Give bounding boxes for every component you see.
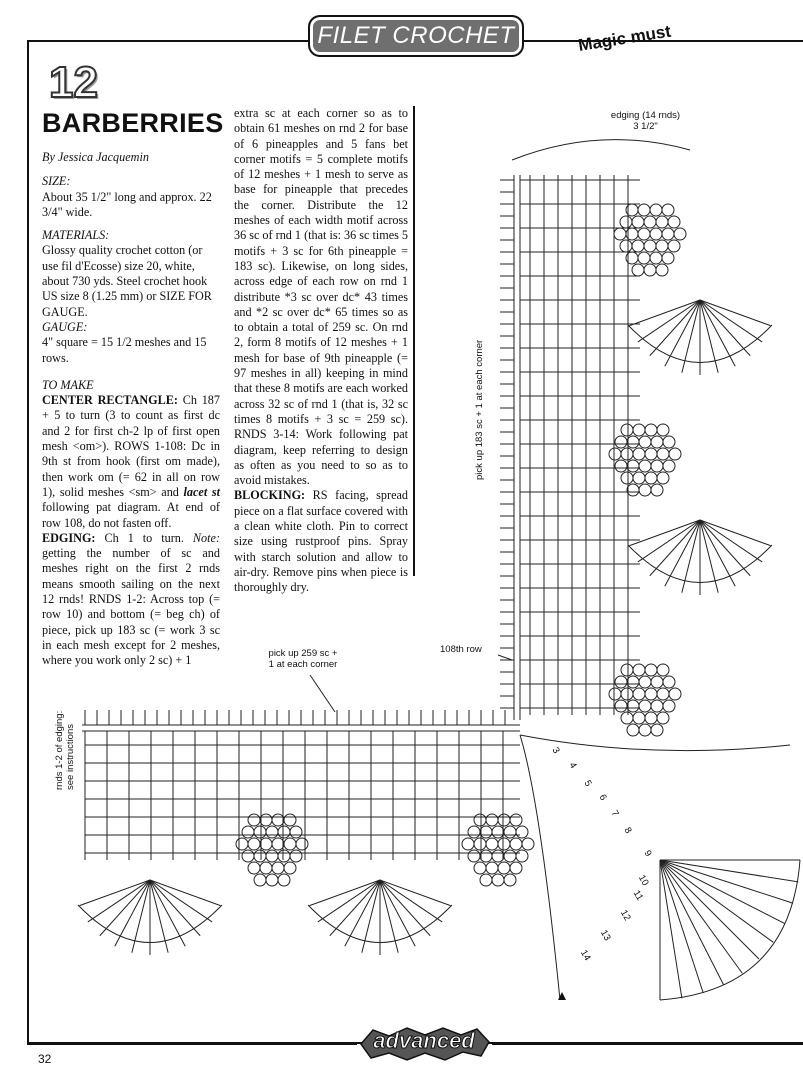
footer-rule-right — [492, 1043, 803, 1045]
row-108-label: 108th row — [440, 644, 482, 655]
edging-continued-text: extra sc at each corner so as to obtain 61 meshes on rnd 2 for base of 6 pineapples and 5 fans bet corner motifs = 5 complete motifs of 12 meshes + 1 mesh to serve as base for pineapple that precedes the corner. Distribute the 12 meshes of each width motif across 36 sc of rnd 1 (that is: 36 sc times 5 motifs + 3 sc for 6th pineapple = 183 sc). Likewise, on long sides, across edge of each row on rnd 1 distribute *3 sc over dc* 43 times and *2 sc over dc* 65 times so as to obtain a total of 259 sc. On rnd 2, form 8 motifs of 12 meshes + 1 mesh for base of 9th pineapple (= 97 meshes in all) keeping in mind that these 8 motifs are each worked across 32 sc of rnd 1 (that is, 32 sc times 8 motifs + 3 sc = 259 sc). RNDS 3-14: Work following pat diagram, keep referring to design as often as you need to so as to avoid mistakes. — [234, 106, 408, 488]
edging-text-part-2: getting the number of sc and meshes right on the first 2 rnds means smooth sailing on the next 12 rnds! RNDS 1-2: Across top (= row 10) and bottom (= beg ch) of piece, pick up 183 sc (= work 3 sc in each mesh except for 2 meshes, where you work only 2 sc) + 1 — [42, 546, 220, 668]
byline: By Jessica Jacquemin — [42, 150, 149, 164]
edging-label-text: edging (14 rnds) — [610, 110, 681, 121]
round-number: 5 — [581, 778, 594, 789]
pattern-number: 12 — [49, 58, 98, 107]
pickup-259-line2: 1 at each corner — [268, 659, 338, 670]
round-number: 6 — [596, 792, 609, 803]
blocking-heading: BLOCKING: — [234, 488, 306, 503]
round-number: 8 — [621, 825, 634, 836]
pickup-183-label: pick up 183 sc + 1 at each corner — [474, 339, 485, 480]
materials-text: Glossy quality crochet cotton (or use fil d'Ecosse) size 20, white, about 730 yds. Steel crochet hook US size 8 (1.25 mm) or SIZE FOR GAUGE. — [42, 243, 212, 319]
pickup-259-line1: pick up 259 sc + — [268, 648, 338, 659]
lacet-term: lacet st — [183, 484, 220, 499]
section-title: FILET CROCHET — [317, 22, 515, 49]
pattern-title: BARBERRIES — [42, 108, 224, 138]
center-rectangle-heading: CENTER RECTANGLE: — [42, 393, 178, 408]
edging-size: 3 1/2" — [633, 121, 658, 132]
round-number: 9 — [641, 848, 654, 859]
to-make-heading: TO MAKE — [42, 377, 94, 392]
round-number: 7 — [608, 808, 621, 819]
edging-label — [598, 110, 693, 132]
rnds-label-line1: rnds 1-2 of edging: — [54, 710, 65, 790]
round-number: 14 — [577, 948, 593, 963]
materials-heading: MATERIALS: — [42, 228, 110, 243]
edging-heading: EDGING: — [42, 530, 96, 545]
difficulty-badge — [355, 1026, 493, 1062]
center-text-part-2: following pat diagram. At end of row 108, do not fasten off. — [42, 500, 220, 530]
size-text: About 35 1/2" long and approx. 22 3/4" wide. — [42, 189, 212, 219]
round-number: 4 — [566, 760, 579, 771]
round-number: 10 — [635, 873, 651, 888]
pickup-259-label — [248, 648, 358, 670]
round-number: 3 — [549, 745, 562, 756]
footer-rule-left — [27, 1043, 357, 1045]
edging-text-part-1: Ch 1 to turn. — [95, 530, 193, 545]
round-number: 13 — [597, 928, 613, 943]
tagline: Magic must — [576, 21, 673, 56]
center-text-part-1: Ch 187 + 5 to turn (3 to count as first dc and 2 for first ch-2 lp of first open mesh <om>). ROWS 1-108: Dc in 9th st from hook (first om made), then work om (= 62 in all on row 1), solid meshes <sm> and — [42, 393, 220, 499]
note-label: Note: — [192, 530, 220, 545]
rnds-1-2-label — [54, 711, 76, 790]
round-number: 11 — [630, 888, 646, 903]
blocking-body: RS facing, spread piece on a flat surface covered with a clean white cloth. Pin to correct size using rustproof pins. Spray with starch solution and allow to air-dry. Remove pins when piece is thoroughly dry. — [234, 488, 408, 595]
size-heading: SIZE: — [42, 174, 71, 189]
gauge-heading: GAUGE: — [42, 319, 88, 334]
gauge-text: 4" square = 15 1/2 meshes and 15 rows. — [42, 335, 207, 365]
difficulty-level: advanced — [373, 1028, 475, 1053]
page-number: 32 — [38, 1052, 52, 1066]
rnds-label-line2: see instructions — [65, 723, 76, 790]
round-number: 12 — [617, 908, 633, 923]
